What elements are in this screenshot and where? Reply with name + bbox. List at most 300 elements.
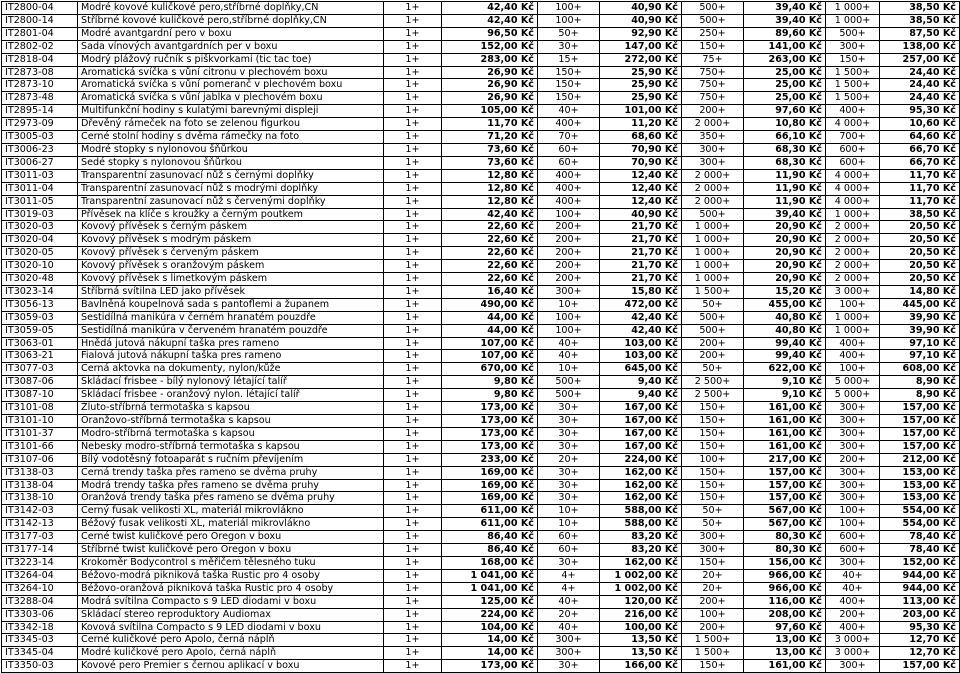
price-tier-2: 162,00 Kč [600,466,682,479]
product-code: IT2800-14 [2,14,78,27]
product-code: IT3063-01 [2,337,78,350]
price-tier-4: 12,70 Kč [880,647,960,660]
table-row [2,582,960,595]
price-tier-1: 169,00 Kč [442,479,538,492]
table-row [2,376,960,389]
qty-tier-2: 60+ [538,544,600,557]
price-tier-3: 9,10 Kč [744,376,826,389]
price-tier-4: 554,00 Kč [880,505,960,518]
price-tier-3: 20,90 Kč [744,260,826,273]
price-tier-4: 138,00 Kč [880,40,960,53]
price-tier-3: 11,90 Kč [744,182,826,195]
qty-tier-4: 1 000+ [826,324,880,337]
price-tier-1: 44,00 Kč [442,311,538,324]
price-tier-2: 588,00 Kč [600,518,682,531]
price-tier-1: 173,00 Kč [442,427,538,440]
qty-tier-3: 1 000+ [682,247,744,260]
price-tier-4: 157,00 Kč [880,440,960,453]
table-row [2,182,960,195]
price-tier-3: 11,90 Kč [744,169,826,182]
qty-tier-3: 300+ [682,531,744,544]
qty-tier-1: 1+ [384,479,442,492]
qty-tier-4: 3 000+ [826,647,880,660]
price-tier-3: 966,00 Kč [744,569,826,582]
price-tier-1: 44,00 Kč [442,324,538,337]
price-tier-4: 39,90 Kč [880,324,960,337]
qty-tier-2: 200+ [538,221,600,234]
qty-tier-3: 500+ [682,14,744,27]
qty-tier-4: 1 000+ [826,311,880,324]
price-tier-4: 20,50 Kč [880,260,960,273]
price-tier-4: 944,00 Kč [880,582,960,595]
price-tier-3: 13,00 Kč [744,634,826,647]
price-tier-1: 22,60 Kč [442,273,538,286]
product-name: Oranžová trendy taška přes rameno se dvěma pruhy [78,492,384,505]
product-name: Modré stopky s nylonovou šňůrkou [78,143,384,156]
price-tier-3: 25,00 Kč [744,79,826,92]
price-tier-3: 20,90 Kč [744,221,826,234]
qty-tier-2: 20+ [538,453,600,466]
qty-tier-1: 1+ [384,285,442,298]
qty-tier-2: 400+ [538,182,600,195]
price-tier-4: 11,70 Kč [880,169,960,182]
price-tier-2: 147,00 Kč [600,40,682,53]
qty-tier-3: 250+ [682,27,744,40]
price-tier-1: 26,90 Kč [442,66,538,79]
qty-tier-3: 200+ [682,350,744,363]
qty-tier-3: 300+ [682,143,744,156]
price-tier-3: 9,10 Kč [744,389,826,402]
table-row [2,156,960,169]
qty-tier-2: 10+ [538,518,600,531]
qty-tier-2: 30+ [538,466,600,479]
table-row [2,595,960,608]
price-tier-2: 92,90 Kč [600,27,682,40]
qty-tier-3: 1 000+ [682,260,744,273]
table-row [2,53,960,66]
price-tier-4: 24,40 Kč [880,66,960,79]
price-tier-2: 40,90 Kč [600,208,682,221]
price-tier-2: 167,00 Kč [600,402,682,415]
qty-tier-4: 200+ [826,608,880,621]
price-tier-2: 162,00 Kč [600,479,682,492]
product-name: Sada vínových avantgardních per v boxu [78,40,384,53]
price-tier-3: 13,00 Kč [744,647,826,660]
qty-tier-4: 300+ [826,479,880,492]
product-code: IT3138-04 [2,479,78,492]
qty-tier-2: 100+ [538,14,600,27]
qty-tier-3: 150+ [682,556,744,569]
table-row [2,324,960,337]
qty-tier-4: 600+ [826,531,880,544]
price-tier-2: 12,40 Kč [600,195,682,208]
price-tier-4: 8,90 Kč [880,389,960,402]
product-code: IT3023-14 [2,285,78,298]
qty-tier-1: 1+ [384,634,442,647]
product-code: IT2800-04 [2,2,78,15]
product-code: IT3020-03 [2,221,78,234]
price-tier-2: 162,00 Kč [600,492,682,505]
price-tier-1: 125,00 Kč [442,595,538,608]
price-tier-3: 622,00 Kč [744,363,826,376]
price-tier-1: 14,00 Kč [442,634,538,647]
qty-tier-1: 1+ [384,556,442,569]
price-tier-3: 20,90 Kč [744,273,826,286]
price-tier-4: 95,30 Kč [880,105,960,118]
table-row [2,66,960,79]
price-tier-2: 167,00 Kč [600,427,682,440]
price-tier-1: 107,00 Kč [442,350,538,363]
qty-tier-4: 3 000+ [826,634,880,647]
table-row [2,221,960,234]
product-code: IT2818-04 [2,53,78,66]
product-code: IT3059-03 [2,311,78,324]
qty-tier-3: 100+ [682,453,744,466]
product-name: Aromatická svíčka s vůní jablka v plechovém boxu [78,92,384,105]
price-tier-3: 161,00 Kč [744,660,826,673]
product-code: IT3101-37 [2,427,78,440]
product-name: Béžovo-oranžová pikniková taška Rustic pro 4 osoby [78,582,384,595]
table-row [2,363,960,376]
price-tier-2: 68,60 Kč [600,131,682,144]
table-row [2,389,960,402]
qty-tier-4: 4 000+ [826,195,880,208]
price-tier-1: 12,80 Kč [442,182,538,195]
qty-tier-2: 30+ [538,660,600,673]
qty-tier-1: 1+ [384,169,442,182]
qty-tier-4: 5 000+ [826,389,880,402]
qty-tier-2: 10+ [538,298,600,311]
qty-tier-3: 50+ [682,363,744,376]
price-tier-2: 21,70 Kč [600,221,682,234]
qty-tier-1: 1+ [384,311,442,324]
product-code: IT3101-66 [2,440,78,453]
qty-tier-1: 1+ [384,505,442,518]
qty-tier-2: 30+ [538,556,600,569]
qty-tier-3: 20+ [682,582,744,595]
qty-tier-3: 1 000+ [682,234,744,247]
qty-tier-4: 40+ [826,569,880,582]
price-tier-2: 216,00 Kč [600,608,682,621]
price-tier-3: 15,20 Kč [744,285,826,298]
table-row [2,569,960,582]
price-tier-1: 12,80 Kč [442,195,538,208]
price-tier-1: 169,00 Kč [442,466,538,479]
product-code: IT3345-04 [2,647,78,660]
product-name: Černá aktovka na dokumenty, nylon/kůže [78,363,384,376]
price-tier-3: 208,00 Kč [744,608,826,621]
qty-tier-3: 150+ [682,440,744,453]
price-tier-3: 68,30 Kč [744,156,826,169]
qty-tier-2: 20+ [538,608,600,621]
price-tier-3: 966,00 Kč [744,582,826,595]
product-code: IT3288-04 [2,595,78,608]
qty-tier-4: 1 500+ [826,66,880,79]
price-tier-1: 283,00 Kč [442,53,538,66]
qty-tier-4: 500+ [826,27,880,40]
qty-tier-3: 2 000+ [682,169,744,182]
qty-tier-3: 150+ [682,660,744,673]
price-tier-3: 99,40 Kč [744,350,826,363]
qty-tier-3: 150+ [682,492,744,505]
price-tier-4: 11,70 Kč [880,195,960,208]
table-row [2,311,960,324]
qty-tier-1: 1+ [384,221,442,234]
price-tier-4: 38,50 Kč [880,2,960,15]
table-row [2,647,960,660]
price-tier-4: 157,00 Kč [880,427,960,440]
qty-tier-3: 200+ [682,621,744,634]
qty-tier-4: 2 000+ [826,247,880,260]
price-tier-3: 39,40 Kč [744,208,826,221]
qty-tier-1: 1+ [384,608,442,621]
table-row [2,195,960,208]
product-code: IT3005-03 [2,131,78,144]
price-tier-3: 40,80 Kč [744,311,826,324]
qty-tier-4: 1 000+ [826,2,880,15]
price-tier-1: 611,00 Kč [442,518,538,531]
qty-tier-2: 200+ [538,234,600,247]
qty-tier-4: 100+ [826,518,880,531]
qty-tier-3: 300+ [682,544,744,557]
product-name: Bílý vodotěsný fotoaparát s ručním převíjením [78,453,384,466]
qty-tier-3: 150+ [682,40,744,53]
product-code: IT2801-04 [2,27,78,40]
qty-tier-1: 1+ [384,14,442,27]
qty-tier-3: 500+ [682,2,744,15]
product-code: IT3264-04 [2,569,78,582]
qty-tier-2: 400+ [538,195,600,208]
price-tier-1: 42,40 Kč [442,14,538,27]
price-tier-3: 157,00 Kč [744,479,826,492]
price-tier-4: 66,70 Kč [880,143,960,156]
qty-tier-4: 600+ [826,156,880,169]
qty-tier-4: 2 000+ [826,260,880,273]
product-code: IT3345-03 [2,634,78,647]
price-tier-3: 567,00 Kč [744,505,826,518]
qty-tier-1: 1+ [384,156,442,169]
qty-tier-2: 30+ [538,40,600,53]
price-tier-1: 42,40 Kč [442,208,538,221]
price-tier-3: 39,40 Kč [744,2,826,15]
qty-tier-2: 100+ [538,324,600,337]
product-name: Hnědá jutová nákupní taška pres rameno [78,337,384,350]
price-tier-1: 173,00 Kč [442,415,538,428]
qty-tier-2: 400+ [538,118,600,131]
price-tier-4: 38,50 Kč [880,14,960,27]
qty-tier-4: 300+ [826,415,880,428]
price-tier-1: 611,00 Kč [442,505,538,518]
price-tier-4: 20,50 Kč [880,221,960,234]
table-row [2,556,960,569]
price-tier-1: 104,00 Kč [442,621,538,634]
product-name: Šestidílná manikúra v černém hranatém pouzdře [78,311,384,324]
qty-tier-4: 4 000+ [826,118,880,131]
price-tier-4: 24,40 Kč [880,92,960,105]
price-tier-3: 141,00 Kč [744,40,826,53]
price-tier-1: 1 041,00 Kč [442,569,538,582]
qty-tier-3: 150+ [682,479,744,492]
price-tier-2: 83,20 Kč [600,544,682,557]
price-tier-2: 167,00 Kč [600,415,682,428]
price-tier-3: 161,00 Kč [744,415,826,428]
table-row [2,544,960,557]
qty-tier-1: 1+ [384,260,442,273]
table-row [2,2,960,15]
qty-tier-2: 30+ [538,427,600,440]
qty-tier-1: 1+ [384,582,442,595]
product-name: Modré avantgardní pero v boxu [78,27,384,40]
qty-tier-3: 2 000+ [682,118,744,131]
price-tier-4: 10,60 Kč [880,118,960,131]
qty-tier-3: 1 500+ [682,647,744,660]
price-tier-1: 224,00 Kč [442,608,538,621]
qty-tier-3: 50+ [682,505,744,518]
qty-tier-2: 40+ [538,337,600,350]
qty-tier-4: 300+ [826,40,880,53]
price-tier-2: 25,90 Kč [600,66,682,79]
table-row [2,466,960,479]
qty-tier-1: 1+ [384,92,442,105]
qty-tier-1: 1+ [384,195,442,208]
price-tier-2: 70,90 Kč [600,156,682,169]
product-code: IT3142-03 [2,505,78,518]
qty-tier-3: 150+ [682,427,744,440]
qty-tier-3: 2 500+ [682,376,744,389]
product-name: Béžový fusak velikosti XL, materiál mikrovlákno [78,518,384,531]
price-tier-2: 42,40 Kč [600,311,682,324]
qty-tier-1: 1+ [384,647,442,660]
product-name: Transparentní zasunovací nůž s červenými doplňky [78,195,384,208]
qty-tier-4: 600+ [826,544,880,557]
product-name: Kovový přívěsek s červeným páskem [78,247,384,260]
qty-tier-4: 100+ [826,298,880,311]
price-tier-3: 80,30 Kč [744,544,826,557]
price-tier-1: 22,60 Kč [442,221,538,234]
price-tier-1: 42,40 Kč [442,2,538,15]
price-tier-1: 168,00 Kč [442,556,538,569]
product-name: Černé kuličkové pero Apolo, černá náplň [78,634,384,647]
qty-tier-1: 1+ [384,105,442,118]
table-row [2,143,960,156]
qty-tier-3: 200+ [682,105,744,118]
qty-tier-4: 150+ [826,53,880,66]
price-tier-1: 71,20 Kč [442,131,538,144]
product-code: IT3020-04 [2,234,78,247]
table-row [2,337,960,350]
qty-tier-3: 500+ [682,208,744,221]
price-tier-3: 89,60 Kč [744,27,826,40]
product-name: Skládací frisbee - bílý nylonový létající talíř [78,376,384,389]
product-name: Krokoměr Bodycontrol s měřičem tělesného tuku [78,556,384,569]
qty-tier-3: 750+ [682,66,744,79]
table-row [2,40,960,53]
qty-tier-2: 200+ [538,247,600,260]
qty-tier-2: 10+ [538,363,600,376]
product-name: Kovový přívěsek s černým páskem [78,221,384,234]
product-name: Bavlněná koupelnová sada s pantoflemi a županem [78,298,384,311]
product-code: IT3101-10 [2,415,78,428]
price-tier-1: 9,80 Kč [442,376,538,389]
price-tier-3: 157,00 Kč [744,492,826,505]
price-table-body [2,2,960,673]
product-code: IT3350-03 [2,660,78,673]
table-row [2,234,960,247]
product-name: Černý fusak velikosti XL, materiál mikrovlákno [78,505,384,518]
product-code: IT3006-27 [2,156,78,169]
qty-tier-4: 300+ [826,492,880,505]
price-tier-4: 8,90 Kč [880,376,960,389]
qty-tier-4: 1 000+ [826,208,880,221]
qty-tier-2: 150+ [538,66,600,79]
price-tier-4: 64,60 Kč [880,131,960,144]
qty-tier-2: 300+ [538,285,600,298]
price-tier-2: 120,00 Kč [600,595,682,608]
price-tier-2: 25,90 Kč [600,79,682,92]
price-tier-3: 39,40 Kč [744,14,826,27]
product-code: IT3059-05 [2,324,78,337]
product-code: IT2973-09 [2,118,78,131]
qty-tier-3: 2 500+ [682,389,744,402]
qty-tier-4: 400+ [826,350,880,363]
table-row [2,118,960,131]
product-name: Modrá trendy taška přes rameno se dvěma pruhy [78,479,384,492]
table-row [2,479,960,492]
product-name: Modré kuličkové pero Apolo, černá náplň [78,647,384,660]
qty-tier-4: 4 000+ [826,182,880,195]
qty-tier-2: 60+ [538,156,600,169]
price-tier-2: 101,00 Kč [600,105,682,118]
price-tier-3: 10,80 Kč [744,118,826,131]
qty-tier-3: 2 000+ [682,182,744,195]
product-code: IT3020-10 [2,260,78,273]
price-tier-1: 670,00 Kč [442,363,538,376]
qty-tier-1: 1+ [384,273,442,286]
qty-tier-3: 1 000+ [682,273,744,286]
price-tier-4: 11,70 Kč [880,182,960,195]
price-tier-4: 24,40 Kč [880,79,960,92]
qty-tier-1: 1+ [384,518,442,531]
qty-tier-2: 300+ [538,634,600,647]
table-row [2,27,960,40]
price-tier-4: 257,00 Kč [880,53,960,66]
qty-tier-2: 30+ [538,415,600,428]
price-tier-4: 97,10 Kč [880,337,960,350]
qty-tier-2: 10+ [538,505,600,518]
qty-tier-2: 400+ [538,169,600,182]
price-tier-4: 113,00 Kč [880,595,960,608]
qty-tier-1: 1+ [384,415,442,428]
product-code: IT3177-03 [2,531,78,544]
qty-tier-1: 1+ [384,531,442,544]
price-tier-4: 554,00 Kč [880,518,960,531]
product-name: Modré kovové kuličkové pero,stříbrné doplňky,ČN [78,2,384,15]
qty-tier-4: 2 000+ [826,234,880,247]
product-name: Stříbrné kovové kuličkové pero,stříbrné doplňky,ČN [78,14,384,27]
product-code: IT3223-14 [2,556,78,569]
price-tier-4: 78,40 Kč [880,531,960,544]
table-row [2,492,960,505]
product-code: IT3056-13 [2,298,78,311]
qty-tier-1: 1+ [384,27,442,40]
qty-tier-3: 200+ [682,337,744,350]
qty-tier-1: 1+ [384,66,442,79]
product-code: IT3087-10 [2,389,78,402]
price-tier-3: 161,00 Kč [744,402,826,415]
qty-tier-4: 40+ [826,582,880,595]
qty-tier-4: 600+ [826,143,880,156]
price-tier-1: 173,00 Kč [442,660,538,673]
